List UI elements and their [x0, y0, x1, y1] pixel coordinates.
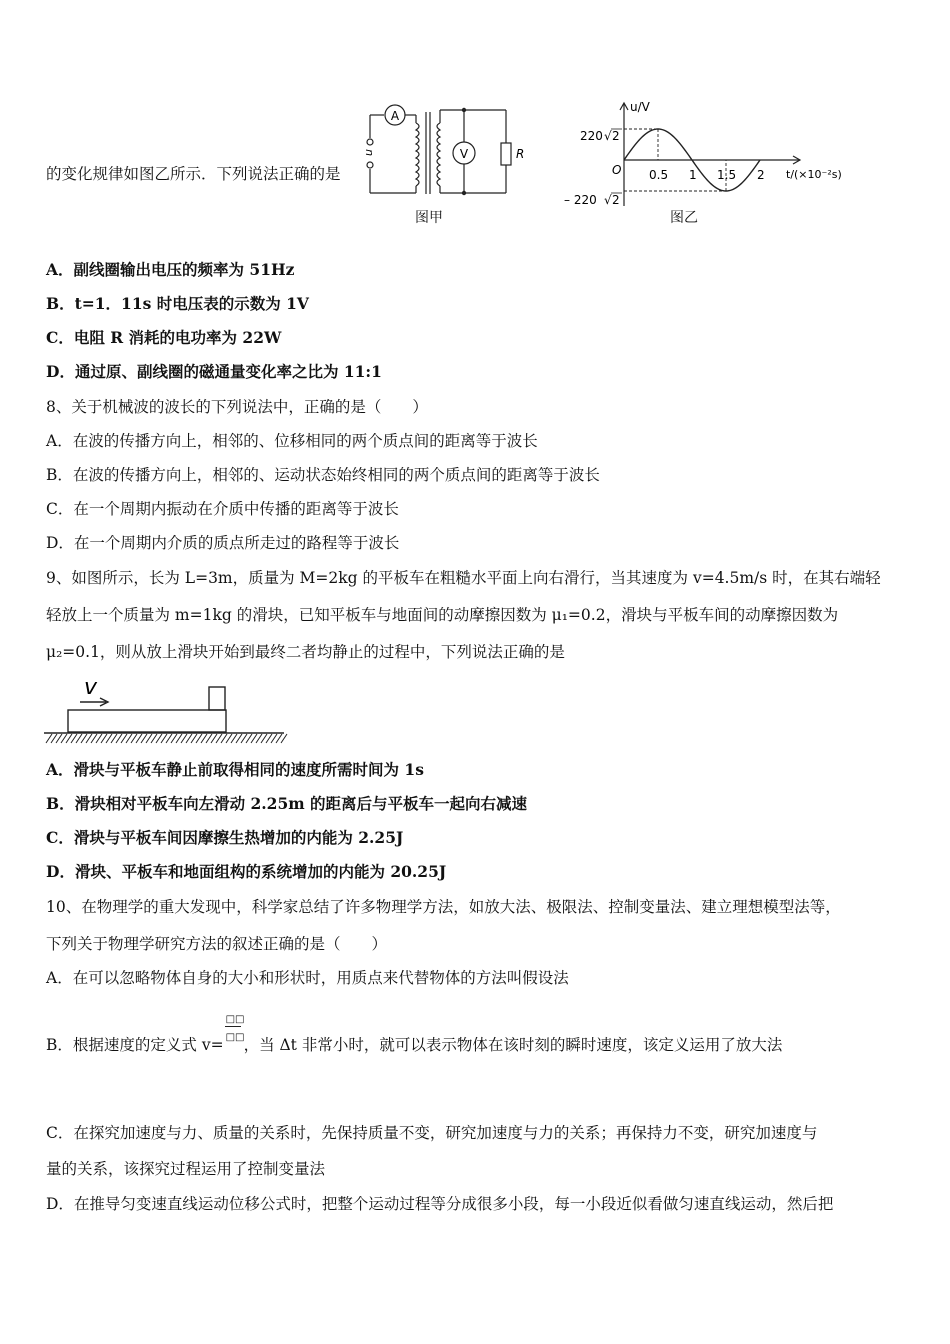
hatch-stroke — [241, 734, 247, 743]
hatch-stroke — [81, 734, 87, 743]
hatch-stroke — [61, 734, 67, 743]
hatch-stroke — [281, 734, 287, 743]
input-voltage-label: u — [362, 149, 375, 156]
hatch-stroke — [191, 734, 197, 743]
fraction-numerator: □□ — [225, 1014, 245, 1025]
peak-negative-sqrt-arg: 2 — [612, 193, 620, 207]
hatch-stroke — [256, 734, 262, 743]
q9-option-b: B．滑块相对平板车向左滑动 2.25m 的距离后与平板车一起向右减速 — [46, 794, 528, 813]
peak-positive-label: 220 — [580, 129, 603, 143]
resistor-label: R — [516, 147, 525, 161]
intro-text: 的变化规律如图乙所示．下列说法正确的是 — [46, 165, 341, 183]
velocity-definition-fraction — [224, 1014, 245, 1055]
plate-cart — [68, 710, 226, 732]
hatch-stroke — [186, 734, 192, 743]
hatch-stroke — [46, 734, 52, 743]
hatch-stroke — [231, 734, 237, 743]
hatch-stroke — [271, 734, 277, 743]
hatch-stroke — [161, 734, 167, 743]
slider-block — [209, 687, 225, 710]
y-axis-label: u/V — [630, 100, 650, 114]
hatch-stroke — [141, 734, 147, 743]
hatch-stroke — [171, 734, 177, 743]
hatch-stroke — [201, 734, 207, 743]
hatch-stroke — [236, 734, 242, 743]
q9-stem-line-3: μ₂=0.1，则从放上滑块开始到最终二者均静止的过程中，下列说法正确的是 — [46, 643, 565, 661]
figure-jia-caption: 图甲 — [415, 210, 443, 226]
hatch-stroke — [276, 734, 282, 743]
peak-negative-label: – 220 — [564, 193, 597, 207]
q10-stem-line-2: 下列关于物理学研究方法的叙述正确的是（ ） — [46, 935, 388, 953]
x-axis-label: t/(×10⁻²s) — [786, 168, 842, 181]
hatch-stroke — [246, 734, 252, 743]
hatch-stroke — [211, 734, 217, 743]
hatch-stroke — [226, 734, 232, 743]
hatch-stroke — [131, 734, 137, 743]
hatch-stroke — [121, 734, 127, 743]
voltmeter-label: V — [459, 147, 469, 161]
q10-option-b-prefix: B．根据速度的定义式 v= — [46, 1036, 224, 1054]
x-tick-label: 1 — [689, 168, 697, 182]
q8-option-c: C．在一个周期内振动在介质中传播的距离等于波长 — [46, 500, 399, 518]
q10-option-c-line-1: C．在探究加速度与力、质量的关系时，先保持质量不变，研究加速度与力的关系；再保持力不变，研究加速度与 — [46, 1124, 818, 1142]
hatch-stroke — [111, 734, 117, 743]
peak-positive-sqrt: √ — [604, 129, 612, 143]
hatch-stroke — [176, 734, 182, 743]
x-tick-label: 0.5 — [649, 168, 669, 182]
velocity-label: v — [84, 675, 98, 700]
q8-option-b: B．在波的传播方向上，相邻的、运动状态始终相同的两个质点间的距离等于波长 — [46, 466, 600, 484]
hatch-stroke — [66, 734, 72, 743]
q7-option-c: C．电阻 R 消耗的电功率为 22W — [46, 328, 282, 347]
fraction-bar — [225, 1026, 241, 1027]
hatch-stroke — [146, 734, 152, 743]
q9-option-d: D．滑块、平板车和地面组构的系统增加的内能为 20.25J — [46, 862, 447, 881]
hatch-stroke — [166, 734, 172, 743]
q8-stem: 8、关于机械波的波长的下列说法中，正确的是（ ） — [46, 398, 428, 416]
hatch-stroke — [261, 734, 267, 743]
q10-stem-line-1: 10、在物理学的重大发现中，科学家总结了许多物理学方法，如放大法、极限法、控制变量法、建立理想模型法等， — [46, 898, 841, 916]
q10-option-b — [46, 1014, 783, 1055]
origin-label: O — [612, 163, 622, 177]
q8-option-d: D．在一个周期内介质的质点所走过的路程等于波长 — [46, 534, 400, 552]
hatch-stroke — [76, 734, 82, 743]
q9-option-c: C．滑块与平板车间因摩擦生热增加的内能为 2.25J — [46, 828, 404, 847]
hatch-stroke — [136, 734, 142, 743]
hatch-stroke — [216, 734, 222, 743]
hatch-stroke — [116, 734, 122, 743]
q9-option-a: A．滑块与平板车静止前取得相同的速度所需时间为 1s — [46, 760, 424, 779]
hatch-stroke — [221, 734, 227, 743]
figure-yi-caption: 图乙 — [670, 210, 698, 226]
fraction-denominator: □□ — [225, 1032, 245, 1043]
q8-option-a: A．在波的传播方向上，相邻的、位移相同的两个质点间的距离等于波长 — [46, 432, 538, 450]
hatch-stroke — [106, 734, 112, 743]
q7-option-d: D．通过原、副线圈的磁通量变化率之比为 11:1 — [46, 362, 382, 381]
hatch-stroke — [71, 734, 77, 743]
peak-negative-sqrt: √ — [604, 193, 612, 207]
q10-option-b-suffix: ，当 Δt 非常小时，就可以表示物体在该时刻的瞬时速度，该定义运用了放大法 — [243, 1036, 783, 1054]
hatch-stroke — [86, 734, 92, 743]
hatch-stroke — [56, 734, 62, 743]
q9-stem-line-2: 轻放上一个质量为 m=1kg 的滑块，已知平板车与地面间的动摩擦因数为 μ₁=0.2，滑块与平板车间的动摩擦因数为 — [46, 606, 839, 624]
hatch-stroke — [126, 734, 132, 743]
ammeter-label: A — [390, 109, 400, 123]
x-tick-label: 2 — [757, 168, 765, 182]
hatch-stroke — [251, 734, 257, 743]
transformer-circuit-diagram — [360, 98, 535, 203]
q7-option-a: A．副线圈输出电压的频率为 51Hz — [46, 260, 295, 279]
hatch-stroke — [101, 734, 107, 743]
q7-option-b: B．t=1．11s 时电压表的示数为 1V — [46, 294, 309, 313]
hatch-stroke — [151, 734, 157, 743]
hatch-stroke — [156, 734, 162, 743]
ground-hatching — [46, 734, 287, 743]
q10-option-c-line-2: 量的关系，该探究过程运用了控制变量法 — [46, 1160, 326, 1178]
q10-option-d: D．在推导匀变速直线运动位移公式时，把整个运动过程等分成很多小段，每一小段近似看做匀速直线运动，然后把 — [46, 1195, 834, 1213]
hatch-stroke — [266, 734, 272, 743]
hatch-stroke — [51, 734, 57, 743]
voltage-time-chart — [560, 98, 860, 213]
q9-stem-line-1: 9、如图所示，长为 L=3m，质量为 M=2kg 的平板车在粗糙水平面上向右滑行，当其速度为 v=4.5m/s 时，在其右端轻 — [46, 569, 881, 587]
hatch-stroke — [196, 734, 202, 743]
cart-diagram — [44, 672, 289, 752]
hatch-stroke — [181, 734, 187, 743]
peak-positive-sqrt-arg: 2 — [612, 129, 620, 143]
hatch-stroke — [206, 734, 212, 743]
hatch-stroke — [91, 734, 97, 743]
hatch-stroke — [96, 734, 102, 743]
x-tick-label: 1.5 — [717, 168, 737, 182]
q10-option-a: A．在可以忽略物体自身的大小和形状时，用质点来代替物体的方法叫假设法 — [46, 969, 569, 987]
